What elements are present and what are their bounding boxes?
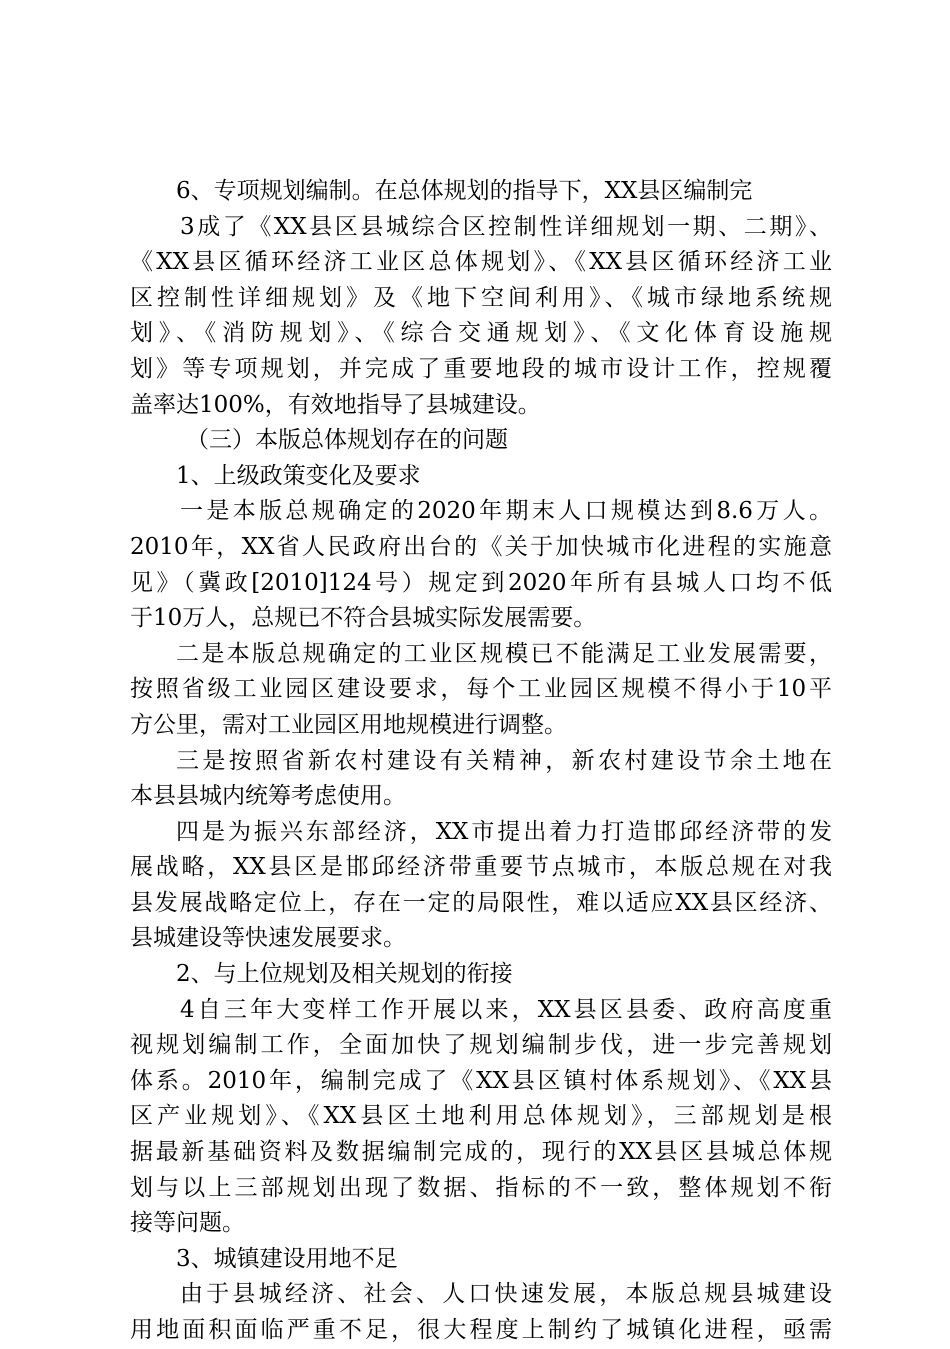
paragraph-line: 视规划编制工作，全面加快了规划编制步伐，进一步完善规划 (130, 1032, 832, 1059)
paragraph-line: 方公里，需对工业园区用地规模进行调整。 (130, 711, 567, 738)
paragraph-line: 2010年，XX省人民政府出台的《关于加快城市化进程的实施意 (130, 533, 832, 560)
paragraph-line: 见》（冀政[2010]124号）规定到2020年所有县城人口均不低 (130, 569, 832, 596)
paragraph-line: 二是本版总规确定的工业区规模已不能满足工业发展需要， (176, 640, 832, 667)
paragraph-line: 四是为振兴东部经济，XX市提出着力打造邯邱经济带的发 (176, 818, 832, 845)
paragraph-line: 划》、《消防规划》、《综合交通规划》、《文化体育设施规 (130, 320, 832, 347)
paragraph-line: 本县县城内统筹考虑使用。 (130, 783, 406, 810)
paragraph-line: 划与以上三部规划出现了数据、指标的不一致，整体规划不衔 (130, 1174, 832, 1201)
paragraph-line: 一是本版总规确定的2020年期末人口规模达到8.6万人。 (180, 498, 832, 525)
paragraph-line: 县城建设等快速发展要求。 (130, 925, 406, 952)
paragraph-line: 接等问题。 (130, 1210, 245, 1237)
paragraph-line: 划》等专项规划，并完成了重要地段的城市设计工作，控规覆 (130, 355, 832, 382)
section-heading: （三）本版总体规划存在的问题 (186, 427, 508, 454)
paragraph-line: 按照省级工业园区建设要求，每个工业园区规模不得小于10平 (130, 676, 832, 703)
paragraph-line: 区产业规划》、《XX县区土地利用总体规划》，三部规划是根 (130, 1103, 832, 1130)
paragraph-line: 6、专项规划编制。在总体规划的指导下，XX县区编制完 (176, 178, 753, 204)
paragraph-line: 展战略，XX县区是邯邱经济带重要节点城市，本版总规在对我 (130, 854, 832, 881)
subsection-heading: 1、上级政策变化及要求 (176, 462, 421, 489)
paragraph-line: 于10万人，总规已不符合县城实际发展需要。 (130, 605, 597, 632)
paragraph-line: 3成了《XX县区县城综合区控制性详细规划一期、二期》、 (180, 213, 832, 240)
paragraph-line: 区控制性详细规划》及《地下空间利用》、《城市绿地系统规 (130, 284, 832, 311)
paragraph-line: 体系。2010年，编制完成了《XX县区镇村体系规划》、《XX县 (130, 1067, 832, 1094)
subsection-heading: 2、与上位规划及相关规划的衔接 (176, 961, 513, 988)
paragraph-line: 《XX县区循环经济工业区总体规划》、《XX县区循环经济工业 (130, 249, 832, 276)
paragraph-line: 三是按照省新农村建设有关精神，新农村建设节余土地在 (176, 747, 832, 774)
paragraph-line: 由于县城经济、社会、人口快速发展，本版总规县城建设 (180, 1281, 832, 1308)
paragraph-line: 县发展战略定位上，存在一定的局限性，难以适应XX县区经济、 (130, 889, 832, 916)
paragraph-line: 用地面积面临严重不足，很大程度上制约了城镇化进程，亟需 (130, 1317, 832, 1343)
document-body (130, 174, 832, 1349)
paragraph-line: 盖率达100%，有效地指导了县城建设。 (130, 391, 541, 418)
paragraph-line: 据最新基础资料及数据编制完成的，现行的XX县区县城总体规 (130, 1139, 832, 1166)
subsection-heading: 3、城镇建设用地不足 (176, 1245, 398, 1272)
paragraph-line: 4自三年大变样工作开展以来，XX县区县委、政府高度重 (180, 996, 832, 1023)
